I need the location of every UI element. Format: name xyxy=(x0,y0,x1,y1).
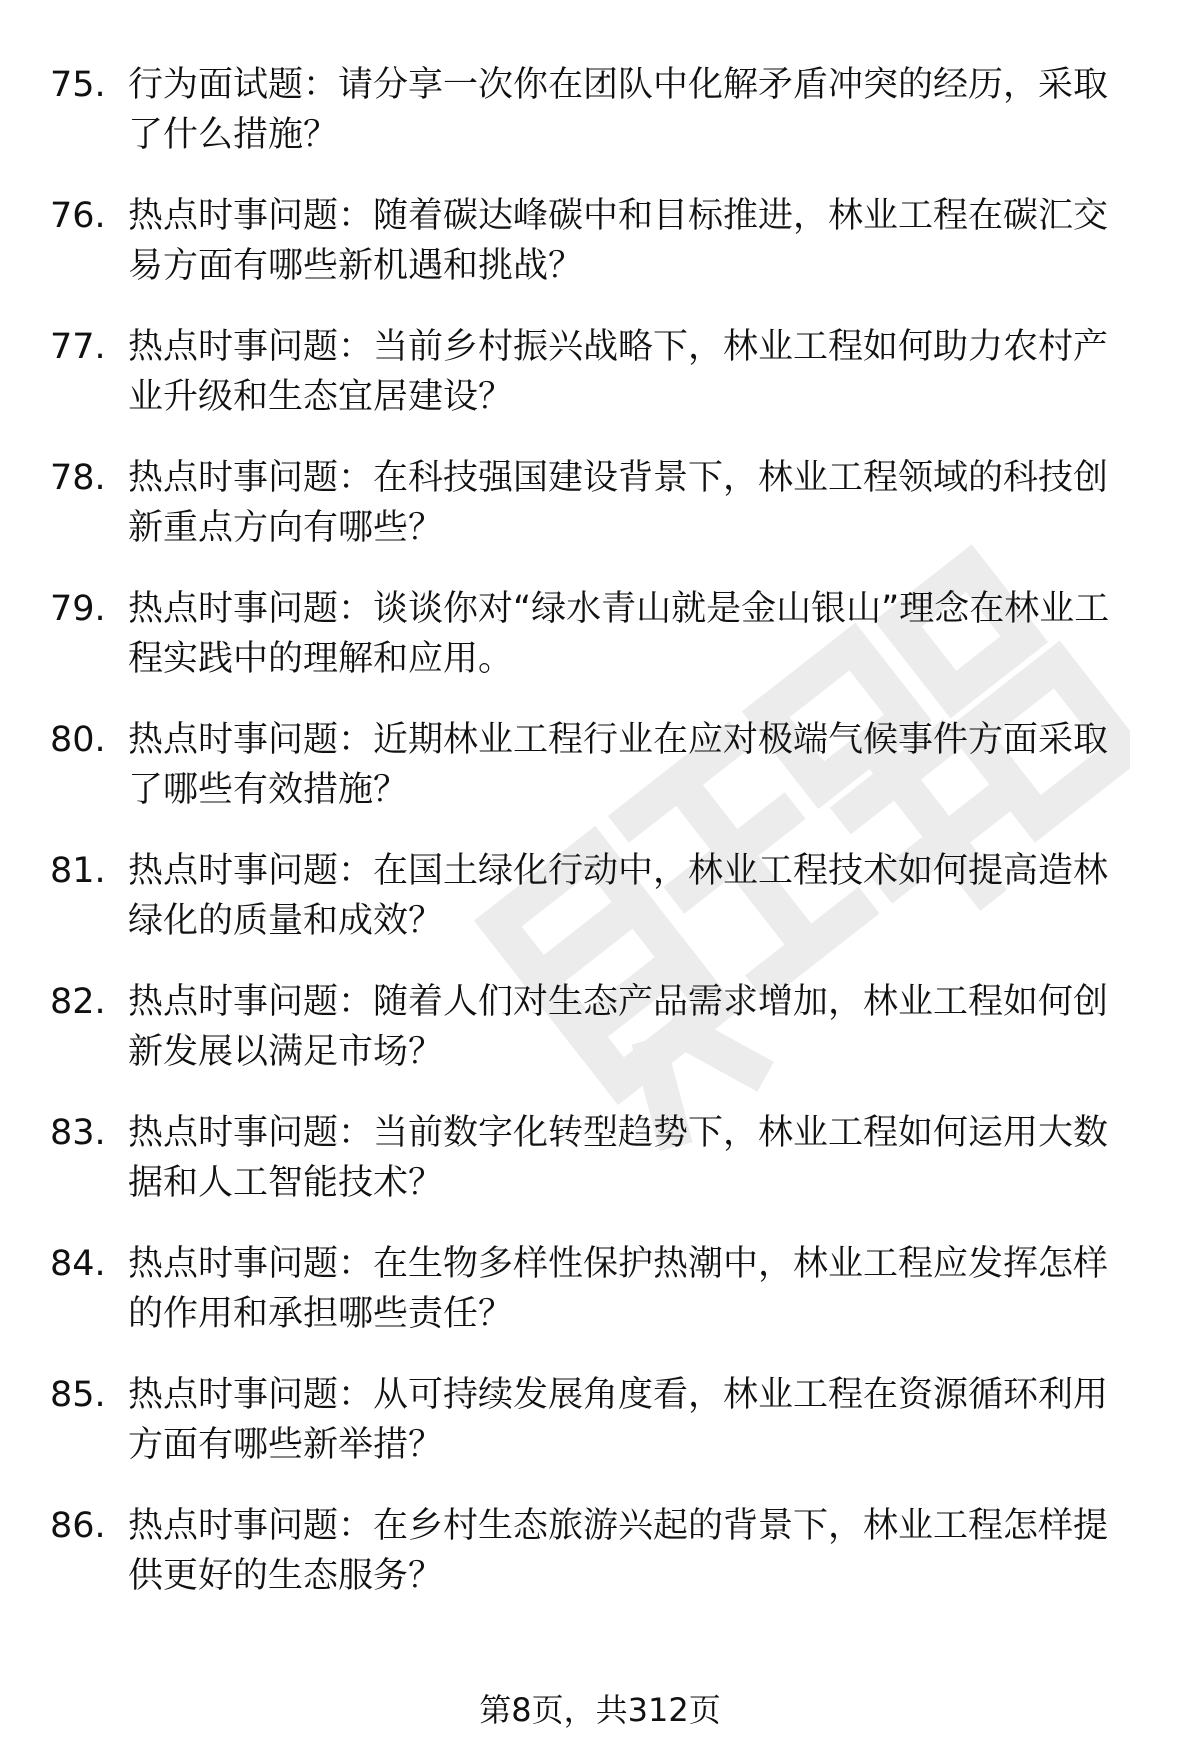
page-footer xyxy=(0,1690,1200,1730)
list-item xyxy=(50,715,1150,846)
list-item xyxy=(50,322,1150,453)
question-number: 81. xyxy=(50,851,106,891)
question-number: 75. xyxy=(50,65,106,105)
list-item xyxy=(50,584,1150,715)
question-text: 热点时事问题：在乡村生态旅游兴起的背景下，林业工程怎样提供更好的生态服务？ xyxy=(128,1506,1109,1596)
list-item xyxy=(50,977,1150,1108)
list-item xyxy=(50,1239,1150,1370)
question-number: 78. xyxy=(50,458,106,498)
question-number: 85. xyxy=(50,1375,106,1415)
question-number: 76. xyxy=(50,196,106,236)
question-number: 86. xyxy=(50,1506,106,1546)
list-item xyxy=(50,1370,1150,1501)
question-number: 79. xyxy=(50,589,106,629)
question-text: 热点时事问题：从可持续发展角度看，林业工程在资源循环利用方面有哪些新举措？ xyxy=(128,1375,1109,1465)
question-text: 热点时事问题：在科技强国建设背景下，林业工程领域的科技创新重点方向有哪些？ xyxy=(128,458,1109,548)
list-item xyxy=(50,60,1150,191)
page-number-label: 第8页，共312页 xyxy=(479,1691,721,1729)
question-text: 热点时事问题：随着人们对生态产品需求增加，林业工程如何创新发展以满足市场？ xyxy=(128,982,1109,1072)
question-list xyxy=(50,60,1150,1632)
question-number: 82. xyxy=(50,982,106,1022)
list-item xyxy=(50,191,1150,322)
question-text: 热点时事问题：当前数字化转型趋势下，林业工程如何运用大数据和人工智能技术？ xyxy=(128,1113,1109,1203)
question-text: 行为面试题：请分享一次你在团队中化解矛盾冲突的经历，采取了什么措施？ xyxy=(128,65,1109,155)
question-number: 83. xyxy=(50,1113,106,1153)
question-number: 77. xyxy=(50,327,106,367)
question-text: 热点时事问题：在生物多样性保护热潮中，林业工程应发挥怎样的作用和承担哪些责任？ xyxy=(128,1244,1109,1334)
list-item xyxy=(50,1501,1150,1632)
question-text: 热点时事问题：随着碳达峰碳中和目标推进，林业工程在碳汇交易方面有哪些新机遇和挑战？ xyxy=(128,196,1109,286)
question-text: 热点时事问题：在国土绿化行动中，林业工程技术如何提高造林绿化的质量和成效？ xyxy=(128,851,1109,941)
list-item xyxy=(50,846,1150,977)
list-item xyxy=(50,1108,1150,1239)
question-number: 80. xyxy=(50,720,106,760)
question-text: 热点时事问题：近期林业工程行业在应对极端气候事件方面采取了哪些有效措施？ xyxy=(128,720,1109,810)
question-text: 热点时事问题：当前乡村振兴战略下，林业工程如何助力农村产业升级和生态宜居建设？ xyxy=(128,327,1109,417)
list-item xyxy=(50,453,1150,584)
question-text: 热点时事问题：谈谈你对“绿水青山就是金山银山”理念在林业工程实践中的理解和应用。 xyxy=(128,589,1110,679)
question-number: 84. xyxy=(50,1244,106,1284)
